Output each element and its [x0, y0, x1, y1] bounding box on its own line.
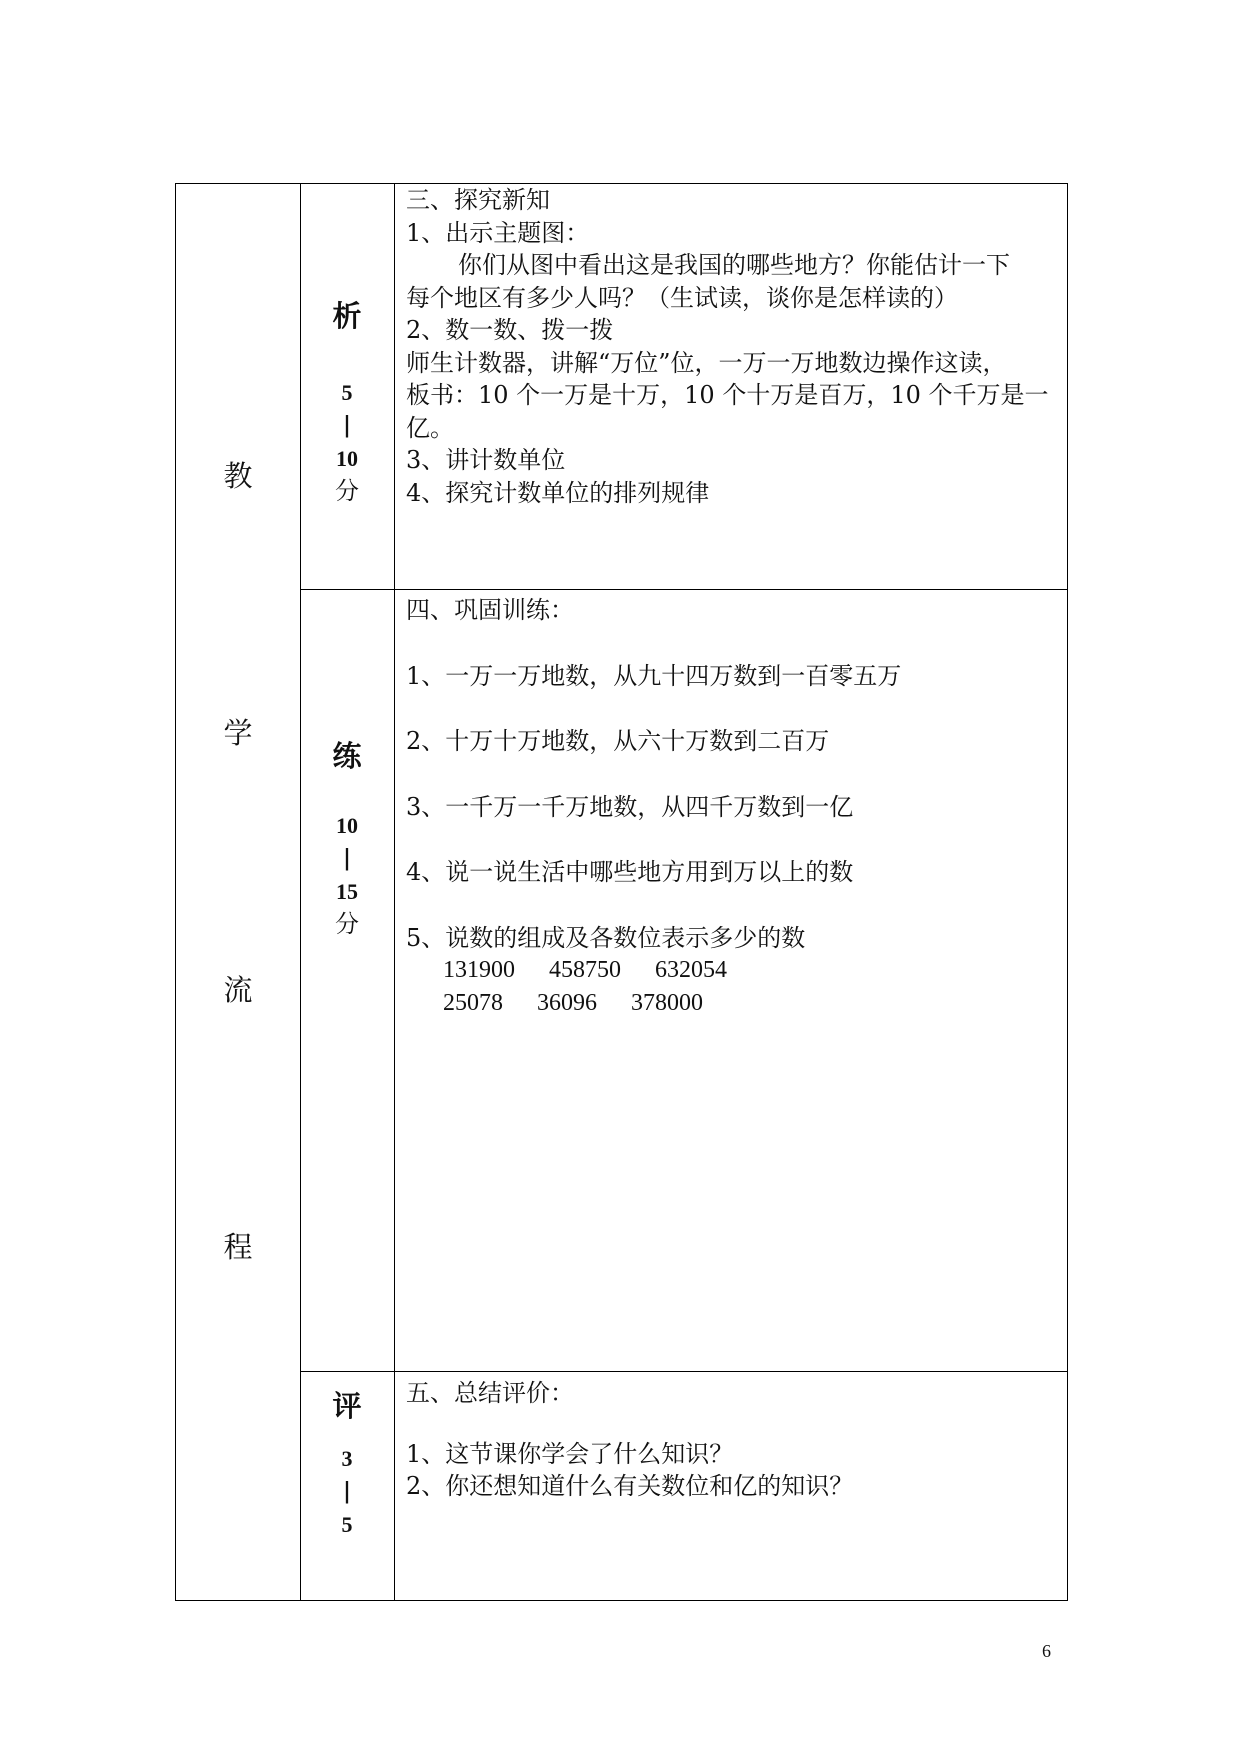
time-separator: |	[342, 845, 351, 871]
time-end: 10	[336, 446, 358, 471]
number-row	[406, 954, 1059, 987]
time-start: 3	[341, 1446, 353, 1471]
content-line: 三、探究新知	[406, 186, 550, 214]
number-row	[406, 987, 1059, 1020]
section-time	[300, 1442, 394, 1541]
content-line: 亿。	[406, 413, 454, 442]
time-separator: |	[342, 412, 351, 438]
number-value: 632054	[655, 957, 727, 983]
content-line: 3、讲计数单位	[406, 446, 566, 474]
content-line: 4、说一说生活中哪些地方用到万以上的数	[406, 858, 854, 886]
number-value: 131900	[443, 957, 515, 983]
row-divider	[300, 589, 1067, 590]
content-line: 每个地区有多少人吗？（生试读，谈你是怎样读的）	[406, 283, 958, 312]
side-label: 学	[223, 716, 253, 750]
content-line: 2、十万十万地数，从六十万数到二百万	[406, 727, 830, 755]
content-line: 5、说数的组成及各数位表示多少的数	[406, 923, 806, 952]
time-end: 5	[341, 1512, 353, 1537]
lesson-table	[175, 183, 1068, 1601]
time-separator: |	[342, 1478, 351, 1504]
section-time	[300, 809, 394, 941]
time-end: 15	[336, 879, 358, 904]
side-label: 程	[223, 1230, 253, 1264]
content-line: 师生计数器，讲解“万位”位，一万一万地数边操作这读，	[406, 348, 1007, 377]
number-value: 25078	[443, 989, 503, 1016]
content-line: 五、总结评价：	[406, 1379, 574, 1407]
section-content	[406, 184, 1059, 509]
content-line: 2、数一数、拨一拨	[406, 316, 614, 344]
content-line: 1、一万一万地数，从九十四万数到一百零五万	[406, 661, 902, 690]
section-content	[406, 1377, 1059, 1503]
side-label: 教	[223, 459, 253, 493]
section-heading: 练	[332, 739, 362, 773]
content-line: 1、出示主题图：	[406, 218, 590, 247]
content-line: 3、一千万一千万地数，从四千万数到一亿	[406, 792, 854, 821]
page-number: 6	[1042, 1641, 1051, 1661]
number-value: 458750	[549, 957, 621, 983]
time-start: 10	[336, 813, 358, 838]
time-start: 5	[341, 380, 353, 405]
content-line: 1、这节课你学会了什么知识？	[406, 1439, 734, 1468]
content-line: 4、探究计数单位的排列规律	[406, 478, 710, 507]
number-value: 36096	[537, 989, 597, 1016]
content-line: 你们从图中看出这是我国的哪些地方？你能估计一下	[458, 251, 1010, 279]
number-value: 378000	[631, 989, 703, 1016]
section-heading: 析	[332, 299, 362, 333]
time-unit: 分	[335, 477, 359, 505]
section-time	[300, 376, 394, 508]
column-divider	[394, 184, 395, 1600]
content-line: 四、巩固训练：	[406, 596, 574, 624]
content-line: 板书：10 个一万是十万，10 个十万是百万，10 个千万是一	[406, 381, 1049, 409]
side-label: 流	[223, 973, 253, 1007]
row-divider	[300, 1371, 1067, 1372]
section-heading: 评	[332, 1389, 362, 1423]
content-line: 2、你还想知道什么有关数位和亿的知识？	[406, 1472, 854, 1500]
section-content	[406, 594, 1059, 1019]
time-unit: 分	[335, 910, 359, 938]
